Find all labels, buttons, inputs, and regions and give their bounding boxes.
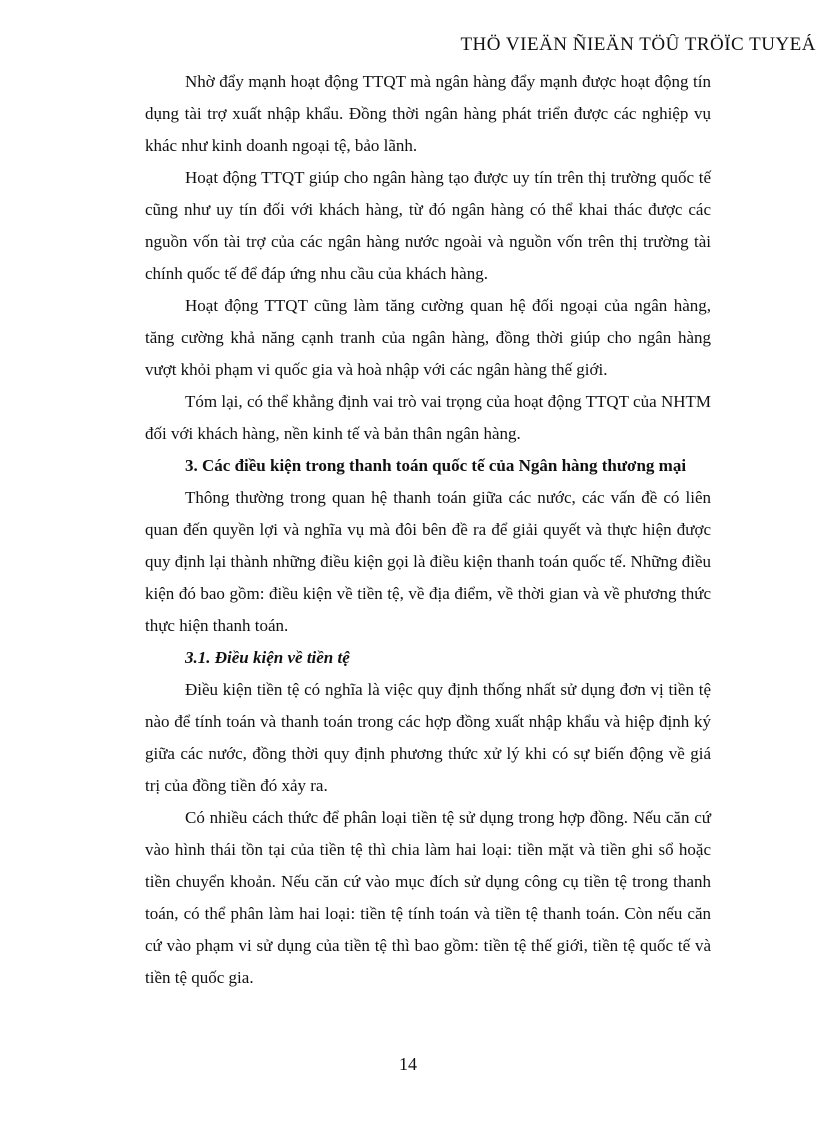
paragraph-2: Hoạt động TTQT giúp cho ngân hàng tạo được uy tín trên thị trường quốc tế cũng như uy tín đối với khách hàng, từ đó ngân hàng có thể khai thác được các nguồn vốn tài trợ của các ngân hàng nước ngoài và nguồn vốn trên thị trường tài chính quốc tế để đáp ứng nhu cầu của khách hàng. (145, 168, 711, 283)
document-body (145, 66, 711, 994)
page-header: THÖ VIEÄN ÑIEÄN TÖÛ TRÖÏC TUYEÁ (460, 34, 816, 55)
paragraph-7: Có nhiều cách thức để phân loại tiền tệ sử dụng trong hợp đồng. Nếu căn cứ vào hình thái tồn tại của tiền tệ thì chia làm hai loại: tiền mặt và tiền ghi sổ hoặc tiền chuyển khoản. Nếu căn cứ vào mục đích sử dụng công cụ tiền tệ trong thanh toán, có thể phân làm hai loại: tiền tệ tính toán và tiền tệ thanh toán. Còn nếu căn cứ vào phạm vi sử dụng của tiền tệ thì bao gồm: tiền tệ thế giới, tiền tệ quốc tế và tiền tệ quốc gia. (145, 808, 711, 987)
subsection-heading: 3.1. Điều kiện về tiền tệ (185, 648, 350, 667)
section-heading: 3. Các điều kiện trong thanh toán quốc tế của Ngân hàng thương mại (185, 456, 687, 475)
page-number: 14 (399, 1054, 417, 1074)
paragraph-1: Nhờ đẩy mạnh hoạt động TTQT mà ngân hàng đẩy mạnh được hoạt động tín dụng tài trợ xuất nhập khẩu. Đồng thời ngân hàng phát triển được các nghiệp vụ khác như kinh doanh ngoại tệ, bảo lãnh. (145, 72, 711, 155)
paragraph-3: Hoạt động TTQT cũng làm tăng cường quan hệ đối ngoại của ngân hàng, tăng cường khả năng cạnh tranh của ngân hàng, đồng thời giúp cho ngân hàng vượt khỏi phạm vi quốc gia và hoà nhập với các ngân hàng thế giới. (145, 296, 711, 379)
paragraph-5: Thông thường trong quan hệ thanh toán giữa các nước, các vấn đề có liên quan đến quyền lợi và nghĩa vụ mà đôi bên đề ra để giải quyết và thực hiện được quy định lại thành những điều kiện gọi là điều kiện thanh toán quốc tế. Những điều kiện đó bao gồm: điều kiện về tiền tệ, về địa điểm, về thời gian và về phương thức thực hiện thanh toán. (145, 488, 711, 635)
paragraph-4: Tóm lại, có thể khẳng định vai trò vai trọng của hoạt động TTQT của NHTM đối với khách hàng, nền kinh tế và bản thân ngân hàng. (145, 392, 711, 443)
paragraph-6: Điều kiện tiền tệ có nghĩa là việc quy định thống nhất sử dụng đơn vị tiền tệ nào để tính toán và thanh toán trong các hợp đồng xuất nhập khẩu và hiệp định ký giữa các nước, đồng thời quy định phương thức xử lý khi có sự biến động về giá trị của đồng tiền đó xảy ra. (145, 680, 711, 795)
